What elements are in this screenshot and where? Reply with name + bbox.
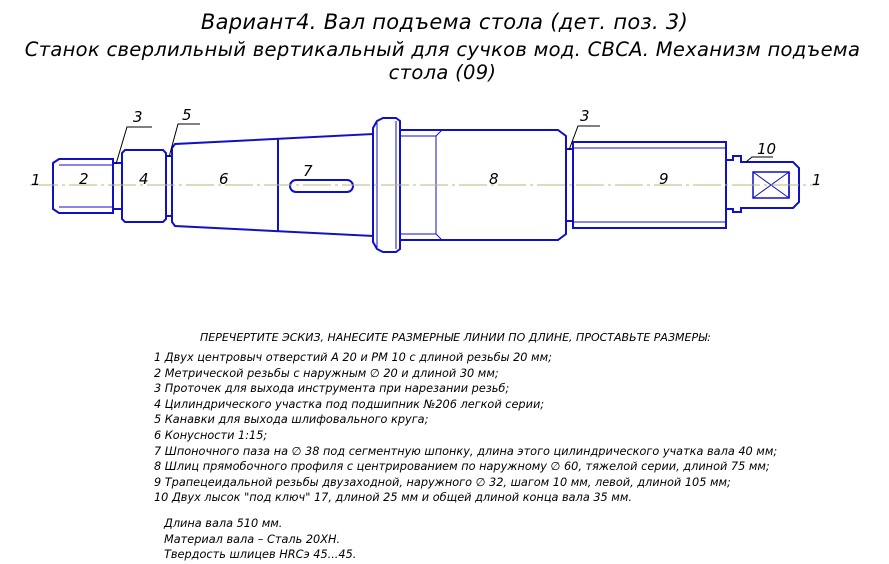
callout-3-left: 3 (133, 108, 143, 126)
drawing-title: Вариант4. Вал подъема стола (дет. поз. 3) (200, 10, 689, 34)
list-item: 2 Метрической резьбы с наружным ∅ 20 и длиной 30 мм; (154, 366, 499, 380)
list-item: 9 Трапецеидальной резьбы двузаходной, наружного ∅ 32, шагом 10 мм, левой, длиной 105 мм; (154, 475, 731, 489)
shaft-drawing (0, 95, 889, 270)
task-heading: ПЕРЕЧЕРТИТЕ ЭСКИЗ, НАНЕСИТЕ РАЗМЕРНЫЕ ЛИНИИ ПО ДЛИНЕ, ПРОСТАВЬТЕ РАЗМЕРЫ: (200, 331, 711, 344)
requirements-list (154, 350, 777, 506)
callout-7: 7 (303, 162, 313, 180)
callout-2: 2 (79, 170, 89, 188)
callout-1-left: 1 (31, 171, 41, 189)
callout-5: 5 (182, 106, 192, 124)
callout-8: 8 (489, 170, 499, 188)
callout-6: 6 (219, 170, 229, 188)
callout-10: 10 (757, 140, 777, 158)
list-item: 3 Проточек для выхода инструмента при нарезании резьб; (154, 382, 510, 396)
undercut-3 (113, 163, 122, 209)
key-slot-7 (290, 180, 353, 192)
list-item: 4 Цилиндрического участка под подшипник №206 легкой серии; (154, 397, 545, 411)
list-item: 7 Шпоночного паза на ∅ 38 под сегментную шпонку, длина этого цилиндрического учатка вала 40 мм; (154, 444, 778, 458)
shaft-material: Материал вала – Сталь 20ХН. (164, 532, 341, 546)
list-item: 6 Конусности 1:15; (154, 428, 268, 442)
list-item: 5 Канавки для выхода шлифовального круга; (154, 413, 429, 427)
leader-5 (169, 124, 200, 157)
callout-9: 9 (659, 170, 669, 188)
drawing-subtitle: Станок сверлильный вертикальный для сучков мод. СВСА. Механизм подъема стола (09) (24, 38, 861, 84)
callout-3-right: 3 (580, 107, 590, 125)
list-item: 8 Шлиц прямобочного профиля с центрированием по наружному ∅ 60, тяжелой серии, длиной 75 мм; (154, 460, 770, 474)
list-item: 10 Двух лысок "под ключ" 17, длиной 25 мм и общей длиной конца вала 35 мм. (154, 491, 632, 505)
spline-hardness: Твердость шлицев HRCэ 45...45. (164, 548, 357, 562)
wrench-flats-10 (726, 156, 799, 212)
list-item: 1 Двух центровыч отверстий А 20 и РМ 10 с длиной резьбы 20 мм; (154, 351, 552, 364)
shaft-properties (164, 516, 356, 563)
callout-4: 4 (139, 170, 149, 188)
callout-1-right: 1 (812, 171, 822, 189)
shaft-length: Длина вала 510 мм. (164, 517, 283, 530)
